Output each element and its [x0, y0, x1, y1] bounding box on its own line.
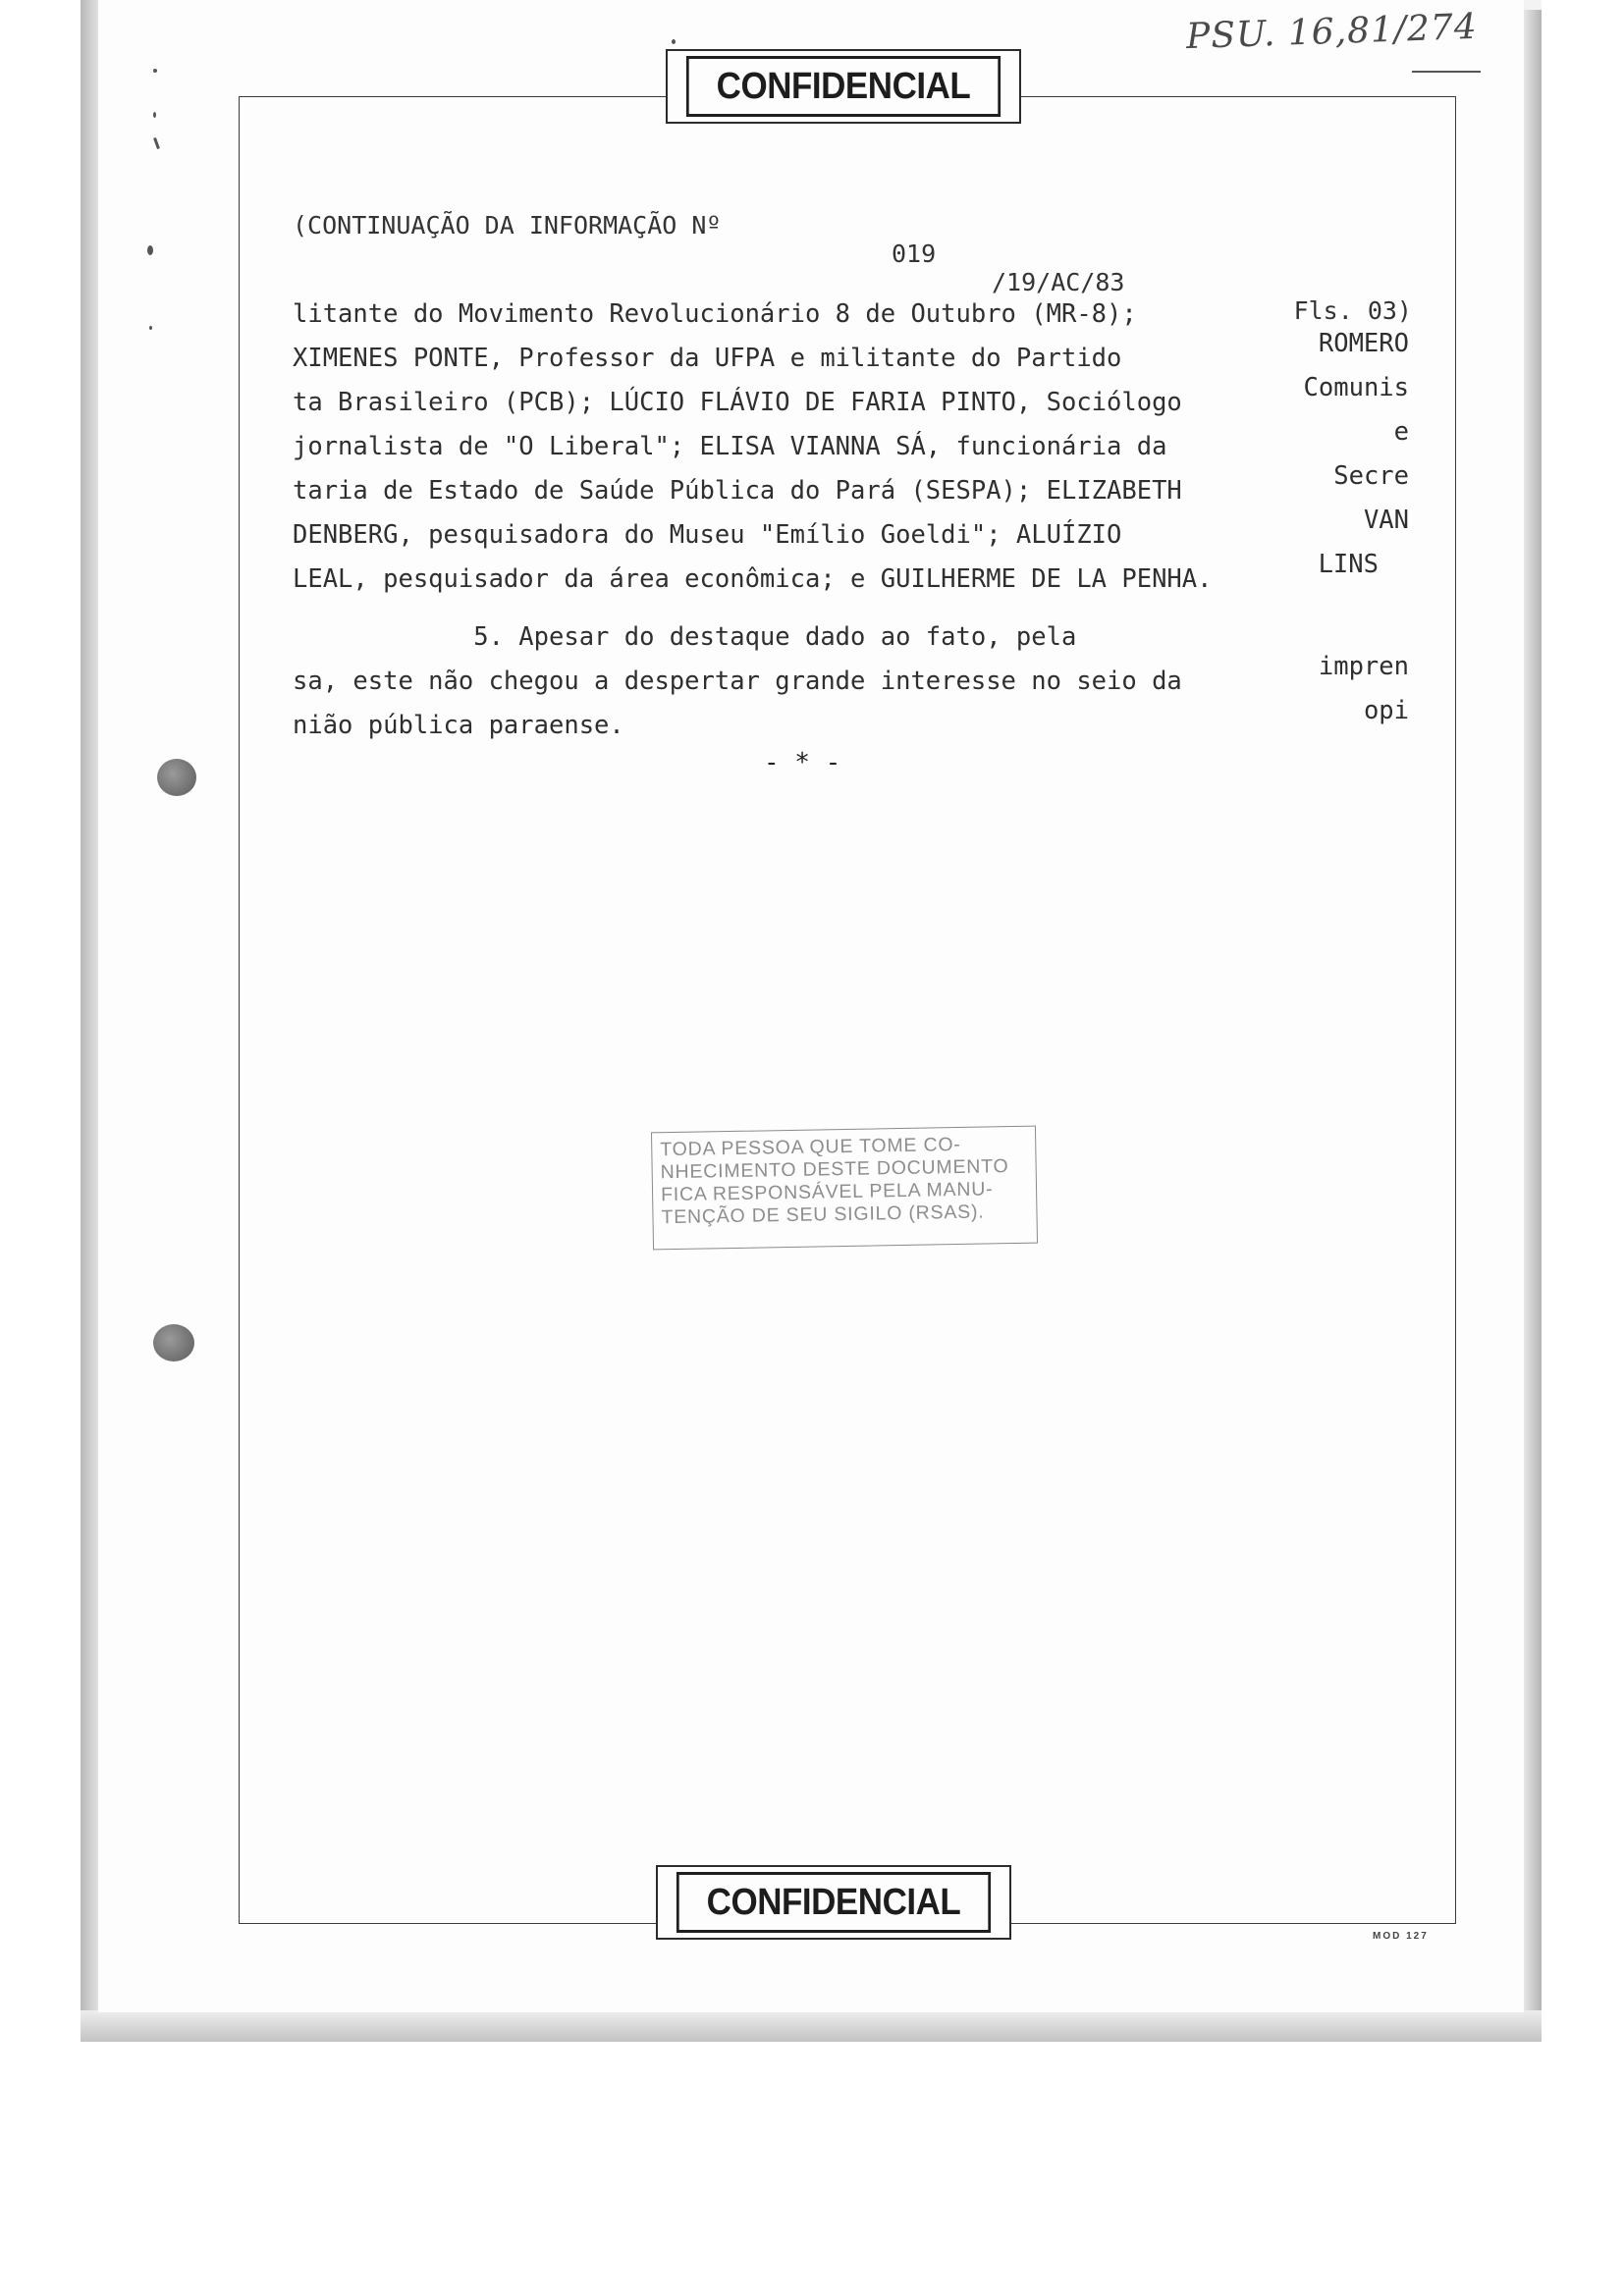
- punch-hole-icon: [153, 1324, 194, 1362]
- body-line-text: jornalista de "O Liberal"; ELISA VIANNA SÁ, funcionária da: [293, 432, 1167, 461]
- body-line-end: e: [1393, 417, 1409, 447]
- body-line-end: opi: [1363, 696, 1409, 725]
- scan-speck: [149, 326, 152, 330]
- body-line-text: nião pública paraense.: [293, 711, 624, 740]
- scan-speck: [153, 112, 156, 118]
- scan-edge-right: [1524, 10, 1542, 2042]
- body-line: [293, 314, 1409, 402]
- body-line-end: Comunis: [1303, 373, 1409, 402]
- scan-edge-bottom: [81, 2010, 1542, 2042]
- form-code: MOD 127: [1373, 1931, 1429, 1942]
- notice-line: TENÇÃO DE SEU SIGILO (RSAS).: [661, 1201, 985, 1229]
- body-line-text: LEAL, pesquisador da área econômica; e GUILHERME DE LA PENHA.: [293, 564, 1213, 594]
- scan-edge-left: [81, 0, 100, 2042]
- header-number: 019: [892, 240, 937, 268]
- body-line: [293, 593, 1409, 681]
- notice-line: TODA PESSOA QUE TOME CO-: [660, 1133, 961, 1161]
- body-line: [293, 681, 1409, 740]
- header-code: /19/AC/83: [992, 268, 1125, 296]
- notice-line: FICA RESPONSÁVEL PELA MANU-: [660, 1178, 994, 1206]
- body-line-end: VAN: [1363, 506, 1409, 535]
- body-line-text: XIMENES PONTE, Professor da UFPA e militante do Partido: [293, 344, 1122, 373]
- secrecy-notice-stamp: [651, 1126, 1038, 1251]
- section-separator: - * -: [764, 748, 841, 777]
- body-line-text: ta Brasileiro (PCB); LÚCIO FLÁVIO DE FARIA PINTO, Sociólogo: [293, 388, 1182, 417]
- scan-speck: [672, 39, 676, 44]
- body-line-end: ROMERO: [1318, 329, 1409, 358]
- scan-speck: [153, 69, 157, 73]
- punch-hole-icon: [157, 759, 196, 796]
- stamp-bottom-text: CONFIDENCIAL: [677, 1872, 991, 1933]
- scan-speck: [147, 245, 153, 255]
- handwritten-dash: [1412, 71, 1481, 73]
- confidential-stamp-top: [666, 49, 1021, 124]
- handwritten-reference: PSU. 16,81/274: [1185, 6, 1479, 58]
- notice-line: NHECIMENTO DESTE DOCUMENTO: [660, 1155, 1009, 1184]
- body-line-text: DENBERG, pesquisadora do Museu "Emílio Goeldi"; ALUÍZIO: [293, 520, 1122, 550]
- confidential-stamp-bottom: [656, 1865, 1011, 1940]
- body-line-text: 5. Apesar do destaque dado ao fato, pela: [293, 622, 1077, 652]
- body-line-end: Secre: [1333, 461, 1409, 491]
- body-line-text: sa, este não chegou a despertar grande interesse no seio da: [293, 667, 1182, 696]
- body-line-end: LINS: [1318, 550, 1379, 579]
- body-line: [293, 637, 1409, 725]
- body-line-end: impren: [1318, 652, 1409, 681]
- header-prefix: (CONTINUAÇÃO DA INFORMAÇÃO Nº: [293, 211, 722, 240]
- stamp-top-text: CONFIDENCIAL: [686, 56, 1001, 117]
- body-line-text: taria de Estado de Saúde Pública do Pará (SESPA); ELIZABETH: [293, 476, 1182, 506]
- header-page: Fls. 03): [1293, 296, 1412, 325]
- body-line-text: litante do Movimento Revolucionário 8 de Outubro (MR-8);: [293, 299, 1137, 329]
